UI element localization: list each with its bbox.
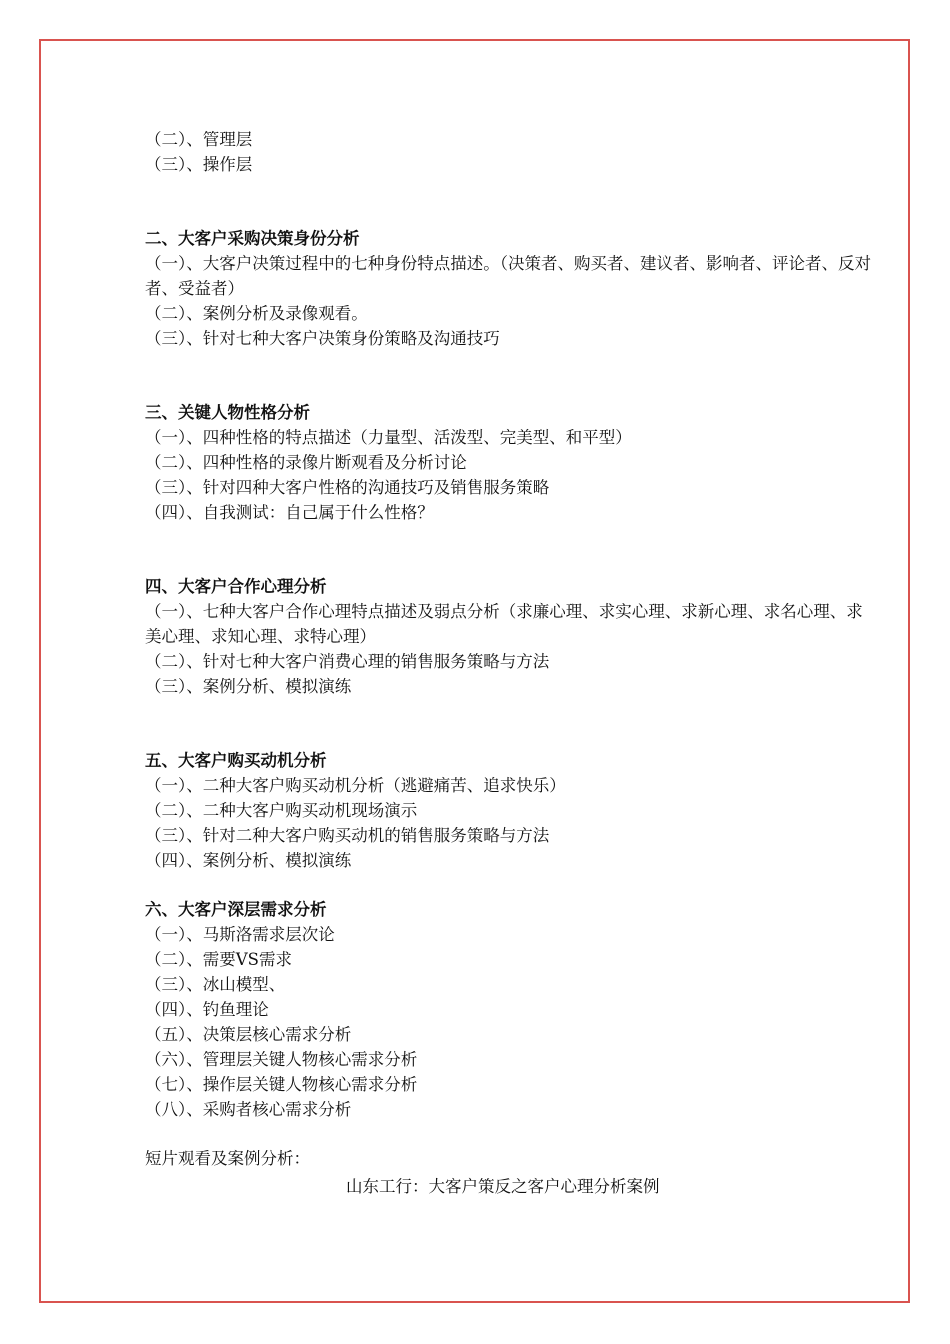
section-item: （三）、针对七种大客户决策身份策略及沟通技巧 xyxy=(145,329,500,348)
section-item: （四）、自我测试：自己属于什么性格？ xyxy=(145,503,434,522)
section-item: （五）、决策层核心需求分析 xyxy=(145,1025,352,1044)
section-item: （三）、针对二种大客户购买动机的销售服务策略与方法 xyxy=(145,826,550,845)
section-item: （一）、二种大客户购买动机分析（逃避痛苦、追求快乐） xyxy=(145,776,566,795)
document-body xyxy=(145,127,875,1199)
section-purchase-motivation xyxy=(145,748,875,873)
footer-note: 短片观看及案例分析： xyxy=(145,1149,310,1168)
section-item: （八）、采购者核心需求分析 xyxy=(145,1100,352,1119)
section-item: （一）、大客户决策过程中的七种身份特点描述。（决策者、购买者、建议者、影响者、评论者、反对者、受益者） xyxy=(145,254,871,298)
section-item: （六）、管理层关键人物核心需求分析 xyxy=(145,1050,418,1069)
section-decision-roles xyxy=(145,226,875,351)
section-item: （四）、案例分析、模拟演练 xyxy=(145,851,352,870)
intro-item: （三）、操作层 xyxy=(145,155,253,174)
intro-item: （二）、管理层 xyxy=(145,130,253,149)
section-item: （七）、操作层关键人物核心需求分析 xyxy=(145,1075,418,1094)
section-title: 三、关键人物性格分析 xyxy=(145,403,310,422)
section-deep-needs xyxy=(145,897,875,1122)
section-item: （三）、冰山模型、 xyxy=(145,975,286,994)
section-cooperation-psychology xyxy=(145,574,875,699)
section-item: （二）、二种大客户购买动机现场演示 xyxy=(145,801,418,820)
case-title: 山东工行：大客户策反之客户心理分析案例 xyxy=(346,1177,660,1196)
section-title: 五、大客户购买动机分析 xyxy=(145,751,327,770)
section-item: （一）、四种性格的特点描述（力量型、活泼型、完美型、和平型） xyxy=(145,428,632,447)
section-item: （三）、针对四种大客户性格的沟通技巧及销售服务策略 xyxy=(145,478,550,497)
section-item: （二）、需要VS需求 xyxy=(145,950,292,969)
section-item: （一）、七种大客户合作心理特点描述及弱点分析（求廉心理、求实心理、求新心理、求名心理、求美心理、求知心理、求特心理） xyxy=(145,602,863,646)
section-title: 二、大客户采购决策身份分析 xyxy=(145,229,360,248)
section-item: （二）、针对七种大客户消费心理的销售服务策略与方法 xyxy=(145,652,550,671)
section-title: 四、大客户合作心理分析 xyxy=(145,577,327,596)
section-personality xyxy=(145,400,875,525)
section-title: 六、大客户深层需求分析 xyxy=(145,900,327,919)
section-item: （一）、马斯洛需求层次论 xyxy=(145,925,335,944)
section-item: （三）、案例分析、模拟演练 xyxy=(145,677,352,696)
section-item: （二）、案例分析及录像观看。 xyxy=(145,304,368,323)
section-item: （四）、钓鱼理论 xyxy=(145,1000,269,1019)
section-item: （二）、四种性格的录像片断观看及分析讨论 xyxy=(145,453,467,472)
